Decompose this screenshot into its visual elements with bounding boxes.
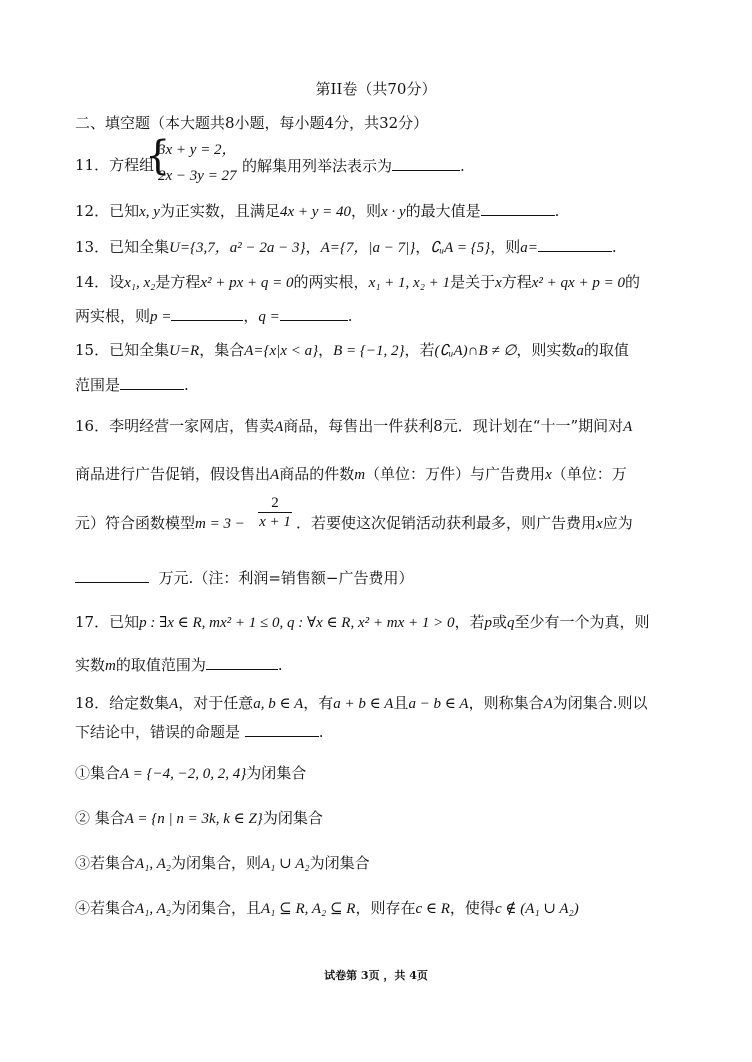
q18-option-2 — [75, 808, 323, 829]
q16-fraction-denominator: x + 1 — [259, 514, 291, 530]
q18-option-4-nonmember: c ∉ (A₁ ∪ A₂) — [494, 901, 579, 917]
question-17-line-2 — [75, 654, 283, 676]
q18-option-4-text-3: ，使得 — [449, 899, 495, 917]
q13-period: . — [611, 238, 617, 256]
q17-answer-blank[interactable] — [206, 654, 278, 670]
q14-text-3: 是关于 — [450, 273, 496, 291]
q12-expression: x · y — [381, 204, 406, 220]
q18-period: . — [318, 723, 324, 741]
q14-comma: ， — [243, 307, 259, 325]
q13-text-3: ，则 — [490, 238, 521, 256]
q17-line2-text-b: 的取值范围为 — [115, 656, 206, 674]
q16-line2-text-d: （单位：万 — [551, 465, 627, 483]
question-16-line-4 — [75, 567, 413, 588]
q16-line4-text: 万元.（注：利润=销售额−广告费用） — [158, 569, 414, 587]
q17-text-3: 至少有一个为真，则 — [514, 613, 650, 631]
q18-diff-condition: a − b ∈ A — [408, 696, 469, 712]
q11-equation-2: 2x − 3y = 27 — [158, 168, 237, 184]
q16-answer-blank[interactable] — [75, 567, 149, 583]
q18-a-var-2: A — [543, 696, 553, 712]
q18-answer-blank[interactable] — [245, 721, 319, 737]
q14-text-1: 是方程 — [155, 273, 201, 291]
question-15-line-2 — [75, 374, 189, 395]
q18-option-3 — [75, 853, 370, 874]
q16-fraction-numerator: 2 — [271, 495, 279, 511]
q17-propositions: p : ∃x ∈ R, mx² + 1 ≤ 0, q : ∀x ∈ R, x² + mx + 1 > 0 — [139, 615, 455, 631]
q14-p-blank[interactable] — [171, 305, 243, 321]
q18-option-4-sets: A₁, A₂ — [135, 901, 171, 917]
question-14-line-2 — [75, 305, 353, 327]
q18-text-3: 且 — [393, 694, 409, 712]
page-footer: 试卷第 3页 ，共 4页 — [324, 969, 428, 982]
q13-variable: a= — [520, 240, 538, 256]
question-15-line-1 — [75, 340, 629, 361]
q16-a-var: A — [274, 419, 284, 435]
q12-text-3: 的最大值是 — [405, 202, 481, 220]
question-16-line-2 — [75, 464, 627, 485]
q17-text-2: 或 — [492, 613, 508, 631]
q14-equation-1: x² + px + q = 0 — [200, 275, 294, 291]
q18-option-3-union: A₁ ∪ A₂ — [261, 856, 310, 872]
q13-complement: ∁ᵤA = {5} — [430, 240, 491, 256]
q17-text-1: ，若 — [454, 613, 485, 631]
q16-line2-text-b: 商品的件数 — [279, 465, 355, 483]
question-13 — [75, 236, 617, 258]
q16-fraction — [258, 494, 292, 531]
q18-text-1: ，对于任意 — [178, 694, 254, 712]
q15-universal-set: U=R — [169, 343, 200, 359]
question-12 — [75, 200, 559, 222]
q14-p-label: p = — [150, 309, 172, 325]
q18-text-5: 为闭集合.则以 — [552, 694, 648, 712]
q18-option-4-label: ④若集合 — [75, 899, 136, 917]
q17-p-var: p — [484, 615, 492, 631]
q11-prompt: 的解集用列举法表示为 — [242, 157, 393, 175]
q16-line2-text-a: 商品进行广告促销，假设售出 — [75, 465, 271, 483]
question-18-line-2 — [75, 721, 324, 742]
q15-set-a: A={x|x < a} — [244, 343, 319, 359]
q11-number: 11．方程组 — [75, 156, 155, 174]
question-16-line-1 — [75, 416, 632, 437]
question-16-line-3b — [296, 513, 633, 534]
q13-number: 13．已知全集 — [75, 238, 170, 256]
question-17-line-1 — [75, 612, 650, 633]
q18-line2-text: 下结论中，错误的命题是 — [75, 723, 241, 741]
q15-a-var: a — [576, 343, 584, 359]
q16-line3-text-b: ．若要使这次促销活动获利最多，则广告费用 — [296, 514, 597, 532]
q14-text-2: 的两实根， — [293, 273, 369, 291]
q18-option-4-text-2: ，则存在 — [355, 899, 416, 917]
q11-text — [242, 155, 465, 176]
section-heading: 二、填空题（本大题共8小题，每小题4分，共32分） — [75, 114, 429, 132]
q18-option-3-text-1: 为闭集合，则 — [171, 854, 262, 872]
q18-option-1 — [75, 763, 306, 784]
q13-universal-set: U={3,7，a² − 2a − 3} — [169, 240, 306, 256]
q12-answer-blank[interactable] — [481, 200, 555, 216]
q18-number: 18．给定数集 — [75, 694, 170, 712]
q12-text-1: 为正实数，且满足 — [159, 202, 280, 220]
question-18-line-1 — [75, 693, 648, 714]
q11-answer-blank[interactable] — [392, 155, 460, 171]
q18-sum-condition: a + b ∈ A — [333, 696, 394, 712]
q18-option-3-text-2: 为闭集合 — [309, 854, 370, 872]
q12-number: 12．已知 — [75, 202, 140, 220]
q14-roots-2: x₁ + 1, x₂ + 1 — [368, 275, 451, 291]
q11-equation-1: 3x + y = 2， — [158, 142, 237, 158]
q12-vars: x, y — [139, 204, 160, 220]
q16-a-var-2: A — [623, 419, 633, 435]
q16-line3-text-c: 应为 — [602, 514, 633, 532]
q15-text-5: 的取值 — [583, 341, 629, 359]
q15-text-2: ， — [318, 341, 334, 359]
q14-q-label: q = — [258, 309, 280, 325]
q17-line2-text-a: 实数 — [75, 656, 106, 674]
q18-option-2-text: 为闭集合 — [262, 809, 323, 827]
q18-option-4 — [75, 898, 579, 919]
q15-text-1: ，集合 — [199, 341, 245, 359]
q16-x-var-2: x — [596, 516, 603, 532]
q14-text-4: 方程 — [501, 273, 532, 291]
q18-option-1-set: A = {−4, −2, 0, 2, 4} — [120, 766, 247, 782]
q12-period: . — [554, 202, 560, 220]
q15-line2-text: 范围是 — [75, 376, 121, 394]
q17-m-var: m — [105, 658, 116, 674]
q15-text-3: ，若 — [404, 341, 435, 359]
q18-option-3-sets: A₁, A₂ — [135, 856, 171, 872]
q16-a-var-3: A — [270, 467, 280, 483]
q14-number: 14．设 — [75, 273, 125, 291]
q16-line3-text-a: 元）符合函数模型 — [75, 514, 196, 532]
q15-answer-blank[interactable] — [120, 374, 184, 390]
q14-q-blank[interactable] — [280, 305, 348, 321]
q14-period: . — [347, 307, 353, 325]
page-title: 第II卷（共70分） — [315, 80, 437, 98]
q15-number: 15．已知全集 — [75, 341, 170, 359]
q13-answer-blank[interactable] — [538, 236, 612, 252]
q14-line2-text: 两实根，则 — [75, 307, 151, 325]
q14-roots-1: x₁, x₂ — [124, 275, 156, 291]
q15-text-4: ，则实数 — [516, 341, 577, 359]
q15-condition: (∁ᵤA)∩B ≠ ∅ — [434, 343, 517, 359]
q18-option-4-element: c ∈ R — [415, 901, 450, 917]
q15-set-b: B = {−1, 2} — [333, 343, 405, 359]
q18-option-2-set: A = {n | n = 3k, k ∈ Z} — [124, 811, 263, 827]
q18-option-2-label: ② 集合 — [75, 809, 125, 827]
q16-line1-text: 商品，每售出一件获利8元．现计划在“十一”期间对 — [283, 417, 624, 435]
q18-text-2: ，有 — [303, 694, 334, 712]
q18-option-1-label: ①集合 — [75, 764, 121, 782]
q16-line2-text-c: （单位：万件）与广告费用 — [365, 465, 546, 483]
q13-set-a: A={7，|a − 7|} — [320, 240, 416, 256]
q18-a-var: A — [169, 696, 179, 712]
q18-option-1-text: 为闭集合 — [246, 764, 307, 782]
q17-number: 17．已知 — [75, 613, 140, 631]
q17-period: . — [277, 656, 283, 674]
q16-m-var: m — [354, 467, 366, 483]
q14-x-var: x — [495, 275, 502, 291]
q15-period: . — [184, 376, 189, 394]
q18-option-4-subsets: A₁ ⊆ R, A₂ ⊆ R — [261, 901, 356, 917]
system-brace: { — [145, 133, 171, 179]
q14-equation-2: x² + qx + p = 0 — [531, 275, 625, 291]
q14-text-5: 的 — [624, 273, 640, 291]
q13-text-2: ， — [415, 238, 431, 256]
q18-text-4: ，则称集合 — [468, 694, 544, 712]
q13-text-1: ， — [305, 238, 321, 256]
q12-text-2: ，则 — [351, 202, 382, 220]
question-16-line-3a — [75, 513, 245, 534]
question-14-line-1 — [75, 272, 640, 293]
q18-option-4-text-1: 为闭集合，且 — [171, 899, 262, 917]
q11-period: . — [460, 157, 465, 175]
q16-model-left: m = 3 − — [195, 516, 245, 532]
q18-ab-membership: a, b ∈ A — [253, 696, 304, 712]
q18-option-3-label: ③若集合 — [75, 854, 136, 872]
q16-number: 16．李明经营一家网店，售卖 — [75, 417, 275, 435]
q17-q-var: q — [507, 615, 515, 631]
q16-x-var: x — [545, 467, 552, 483]
q12-condition: 4x + y = 40 — [279, 204, 351, 220]
